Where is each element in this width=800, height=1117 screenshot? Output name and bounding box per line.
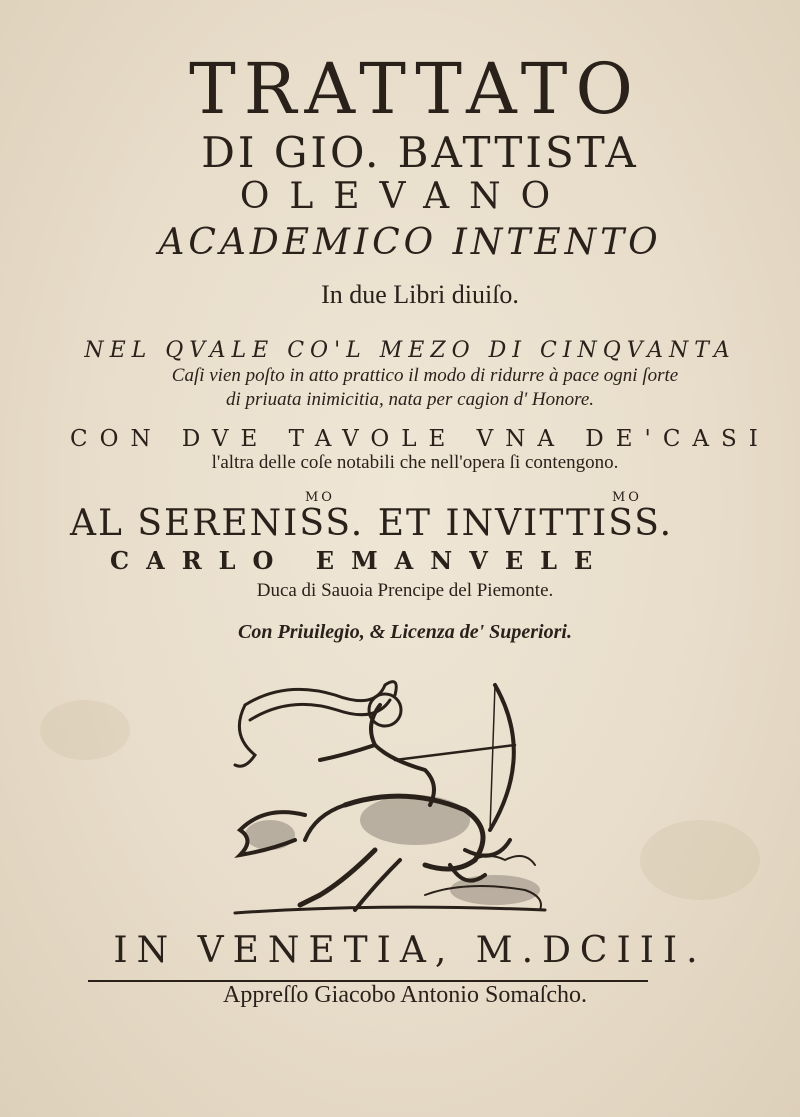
books-line: In due Libri diuiſo. <box>321 280 519 309</box>
dedicatee-title: Duca di Sauoia Prencipe del Piemonte. <box>256 580 554 601</box>
author-line: DI GIO. BATTISTA <box>201 128 639 177</box>
imprint-place-date: IN VENETIA, M.DCIII. <box>113 930 707 971</box>
tables-line: CON DVE TAVOLE VNA DE'CASI <box>70 426 770 452</box>
description-line-1: NEL QVALE CO'L MEZO DI CINQVANTA <box>84 338 736 363</box>
foxing-stain <box>40 700 130 760</box>
foxing-stain <box>640 820 760 900</box>
centaur-archer-woodcut-icon <box>225 665 555 927</box>
dedication-line: AL SERENISS. ET INVITTISS. <box>70 503 674 544</box>
academy-line: ACADEMICO INTENTO <box>158 222 662 263</box>
tables-description: l'altra delle coſe notabili che nell'opera ſi contengono. <box>211 452 619 473</box>
author-surname: OLEVANO <box>239 176 571 217</box>
superscript-mo: MO <box>612 490 642 505</box>
dedicatee-name: CARLO EMANVELE <box>110 546 610 575</box>
superscript-mo: MO <box>305 490 335 505</box>
printer-line: Appreſſo Giacobo Antonio Somaſcho. <box>223 982 587 1008</box>
main-title: TRATTATO <box>189 48 641 130</box>
description-line-3: di priuata inimicitia, nata per cagion d' Honore. <box>225 389 595 410</box>
privilege-line: Con Priuilegio, & Licenza de' Superiori. <box>238 621 572 643</box>
description-line-2: Caſi vien poſto in atto prattico il modo di ridurre à pace ogni ſorte <box>171 365 679 386</box>
